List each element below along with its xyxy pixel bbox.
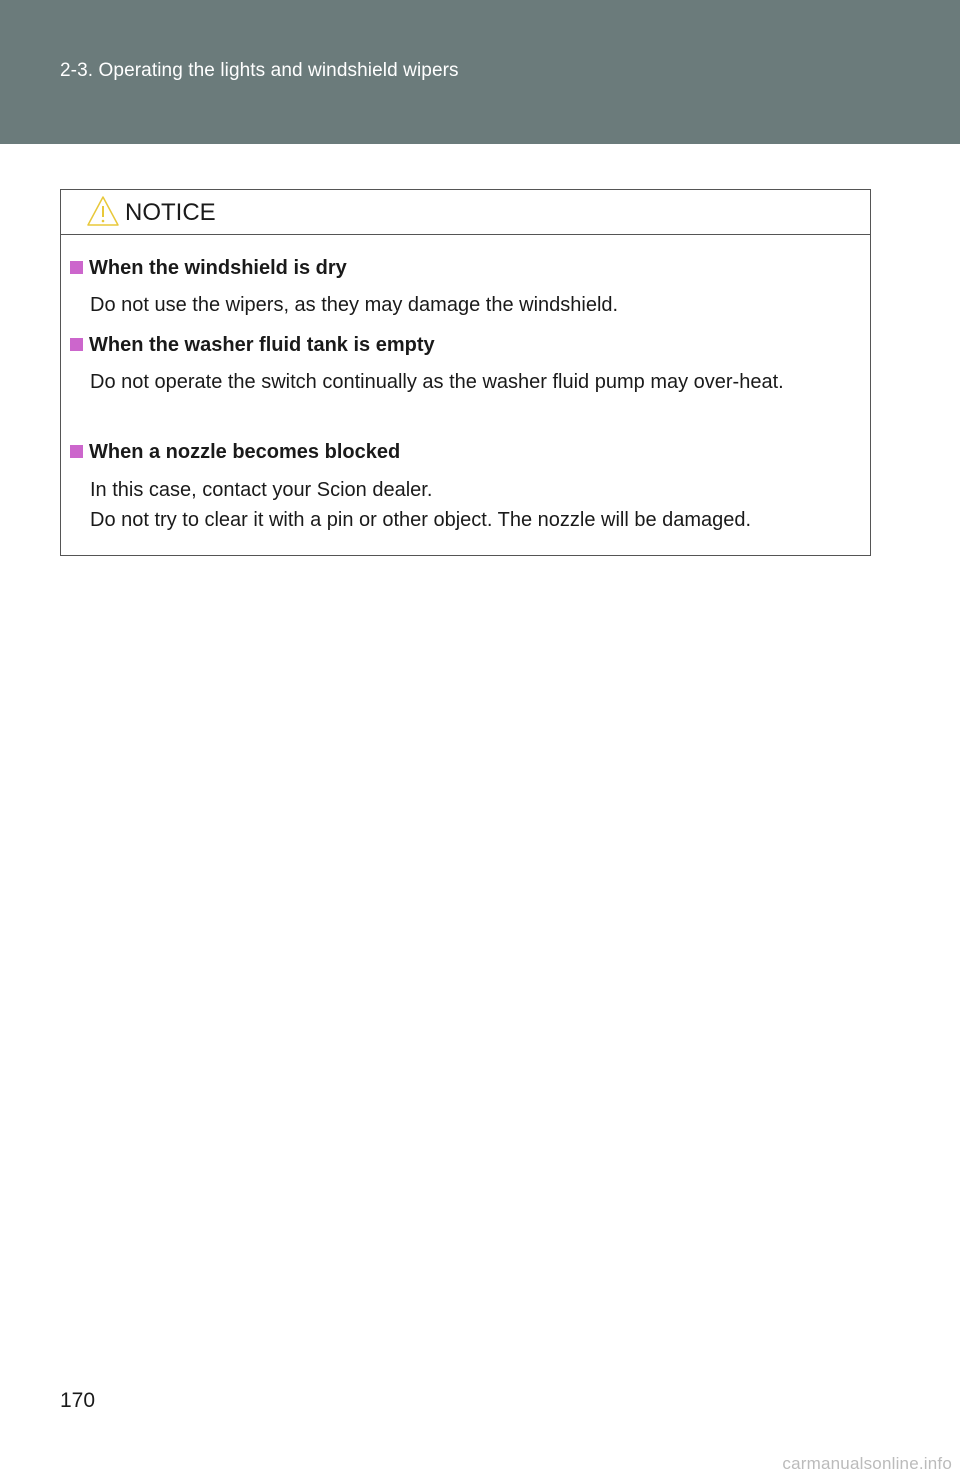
watermark: carmanualsonline.info bbox=[782, 1454, 952, 1473]
notice-header bbox=[61, 190, 870, 235]
notice-item-heading: When the windshield is dry bbox=[70, 257, 347, 280]
notice-item-text: Do not operate the switch continually as the washer fluid pump may over-heat. bbox=[90, 371, 784, 393]
bullet-square-icon bbox=[70, 338, 83, 351]
notice-item-heading: When the washer fluid tank is empty bbox=[70, 334, 435, 357]
notice-label: NOTICE bbox=[125, 199, 216, 226]
warning-triangle-icon bbox=[86, 195, 120, 227]
notice-item-text: Do not use the wipers, as they may damage the windshield. bbox=[90, 294, 619, 316]
bullet-square-icon bbox=[70, 445, 83, 458]
notice-item-heading: When a nozzle becomes blocked bbox=[70, 441, 400, 464]
section-title: 2-3. Operating the lights and windshield wipers bbox=[60, 60, 459, 81]
notice-item-text: In this case, contact your Scion dealer. Do not try to clear it with a pin or other object. The nozzle will be damaged. bbox=[90, 479, 752, 531]
page-header bbox=[0, 0, 960, 144]
page-number: 170 bbox=[60, 1389, 96, 1412]
bullet-square-icon bbox=[70, 261, 83, 274]
notice-box bbox=[60, 189, 871, 556]
